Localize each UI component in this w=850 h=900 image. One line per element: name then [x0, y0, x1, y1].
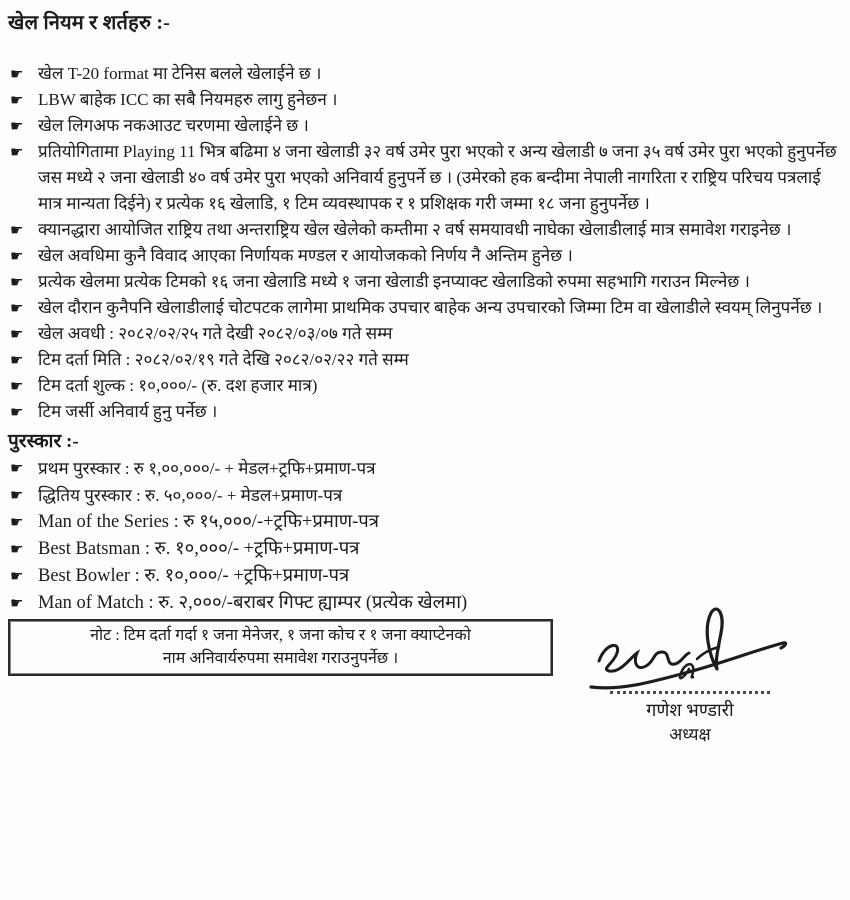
- prizes-section-title: पुरस्कार :-: [8, 431, 79, 452]
- prize-item: [8, 563, 842, 590]
- note-line-2: नाम अनिवार्यरुपमा समावेश गराउनुपर्नेछ ।: [162, 650, 399, 667]
- pointing-hand-icon: ☛: [10, 221, 24, 239]
- prizes-list: [8, 455, 842, 617]
- pointing-hand-icon: ☛: [10, 377, 24, 395]
- pointing-hand-icon: ☛: [10, 117, 24, 135]
- pointing-hand-icon: ☛: [10, 325, 24, 343]
- prize-text: Man of Match : रु. २,०००/-बराबर गिफ्ट ह्याम्पर (प्रत्येक खेलमा): [38, 593, 468, 613]
- rule-item: [8, 321, 842, 347]
- rule-item: [8, 87, 842, 113]
- prize-text: द्धितिय पुरस्कार : रु. ५०,०००/- + मेडल+प्रमाण-पत्र: [38, 486, 343, 505]
- pointing-hand-icon: ☛: [10, 351, 24, 369]
- pointing-hand-icon: ☛: [10, 540, 24, 558]
- pointing-hand-icon: ☛: [10, 273, 24, 291]
- prize-text: Best Batsman : रु. १०,०००/- +ट्रफि+प्रमाण-पत्र: [38, 539, 360, 559]
- rule-text: प्रतियोगितामा Playing 11 भित्र बढिमा ४ जना खेलाडी ३२ वर्ष उमेर पुरा भएको र अन्य खेलाडी ७ जना ३५ वर्ष उमेर पुरा भएको हुनुपर्नेछ जस मध्ये २ जना खेलाडी ४० वर्ष उमेर पुरा भएको अनिवार्य हुनुपर्ने छ । (उमेरको हक बन्दीमा नेपाली नागरिता र राष्ट्रिय परिचय पत्रलाई मात्र मान्यता दिईने) र प्रत्येक १६ खेलाडि, १ टिम व्यवस्थापक र १ प्रशिक्षक गरी जम्मा १८ जना हुनुपर्नेछ ।: [38, 142, 837, 213]
- pointing-hand-icon: ☛: [10, 247, 24, 265]
- prize-text: Best Bowler : रु. १०,०००/- +ट्रफि+प्रमाण-पत्र: [38, 566, 350, 586]
- rule-item: [8, 373, 842, 399]
- rule-text: टिम दर्ता मिति : २०८२/०२/१९ गते देखि २०८२/०२/२२ गते सम्म: [38, 350, 409, 369]
- rule-text: खेल लिगअफ नकआउट चरणमा खेलाईने छ ।: [38, 116, 309, 135]
- rule-text: खेल दौरान कुनैपनि खेलाडीलाई चोटपटक लागेमा प्राथमिक उपचार बाहेक अन्य उपचारको जिम्मा टिम वा खेलाडीले स्वयम् लिनुपर्नेछ ।: [38, 298, 823, 317]
- signature-block: [565, 603, 815, 748]
- prize-item: [8, 455, 842, 482]
- rule-text: खेल T-20 format मा टेनिस बलले खेलाईने छ ।: [38, 64, 322, 83]
- rule-item: [8, 113, 842, 139]
- pointing-hand-icon: ☛: [10, 91, 24, 109]
- rule-text: टिम दर्ता शुल्क : १०,०००/- (रु. दश हजार मात्र): [38, 376, 318, 395]
- pointing-hand-icon: ☛: [10, 567, 24, 585]
- pointing-hand-icon: ☛: [10, 65, 24, 83]
- pointing-hand-icon: ☛: [10, 143, 24, 161]
- rule-text: क्यानद्धारा आयोजित राष्ट्रिय तथा अन्तराष्ट्रिय खेल खेलेको कम्तीमा २ वर्ष समयावधी नाघेका खेलाडीलाई मात्र समावेश गराइनेछ ।: [38, 220, 792, 239]
- rule-text: प्रत्येक खेलमा प्रत्येक टिमको १६ जना खेलाडि मध्ये १ जना खेलाडी इनप्याक्ट खेलाडिको रुपमा सहभागि गराउन मिल्नेछ ।: [38, 272, 750, 291]
- rule-item: [8, 399, 842, 425]
- pointing-hand-icon: ☛: [10, 486, 24, 504]
- rule-item: [8, 61, 842, 87]
- signature-dotted-line: [610, 689, 770, 694]
- prize-item: [8, 509, 842, 536]
- prize-text: प्रथम पुरस्कार : रु १,००,०००/- + मेडल+ट्रफि+प्रमाण-पत्र: [38, 459, 376, 478]
- rule-item: [8, 347, 842, 373]
- prize-text: Man of the Series : रु १५,०००/-+ट्रफि+प्रमाण-पत्र: [38, 512, 379, 532]
- rule-text: खेल अवधी : २०८२/०२/२५ गते देखी २०८२/०३/०७ गते सम्म: [38, 324, 393, 343]
- rule-item: [8, 269, 842, 295]
- pointing-hand-icon: ☛: [10, 513, 24, 531]
- note-line-1: नोट : टिम दर्ता गर्दा १ जना मेनेजर, १ जना कोच र १ जना क्याप्टेनको: [90, 627, 471, 644]
- bottom-row: [8, 619, 842, 748]
- signatory-title: अध्यक्ष: [669, 725, 711, 744]
- rule-item: [8, 217, 842, 243]
- signatory-name: गणेश भण्डारी: [646, 700, 734, 720]
- handwritten-signature-image: [585, 603, 795, 695]
- note-box: [8, 619, 553, 676]
- rule-item: [8, 139, 842, 217]
- pointing-hand-icon: ☛: [10, 403, 24, 421]
- prize-item: [8, 482, 842, 509]
- rule-item: [8, 295, 842, 321]
- rule-text: LBW बाहेक ICC का सबै नियमहरु लागु हुनेछन ।: [38, 90, 338, 109]
- prize-item: [8, 536, 842, 563]
- page-title: खेल नियम र शर्तहरु :-: [8, 12, 171, 34]
- rule-text: टिम जर्सी अनिवार्य हुनु पर्नेछ ।: [38, 402, 218, 421]
- rule-text: खेल अवधिमा कुनै विवाद आएका निर्णायक मण्डल र आयोजकको निर्णय नै अन्तिम हुनेछ ।: [38, 246, 573, 265]
- pointing-hand-icon: ☛: [10, 299, 24, 317]
- rule-item: [8, 243, 842, 269]
- pointing-hand-icon: ☛: [10, 459, 24, 477]
- rules-list: [8, 61, 842, 425]
- pointing-hand-icon: ☛: [10, 594, 24, 612]
